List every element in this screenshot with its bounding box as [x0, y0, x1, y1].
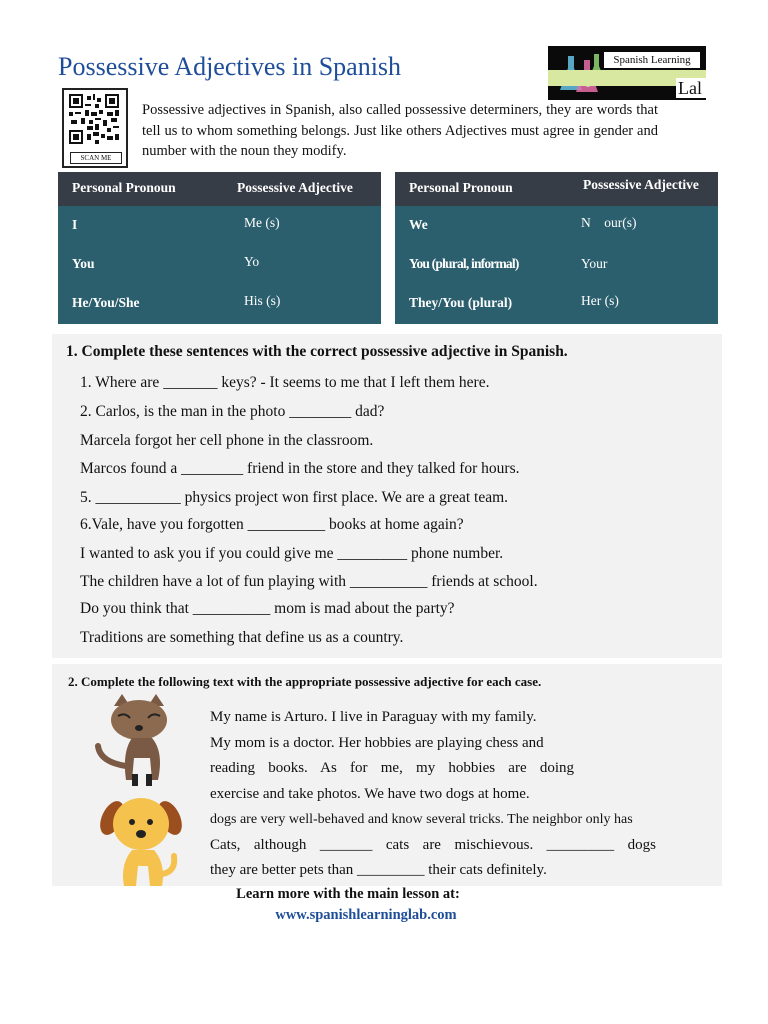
table-cell-adjective: Yo — [244, 254, 260, 269]
exercise-1-sentence: 6.Vale, have you forgotten __________ books at home again? — [80, 516, 464, 533]
exercise-1-sentence: The children have a lot of fun playing with __________ friends at school. — [80, 573, 538, 590]
table-cell-pronoun: You (plural, informal) — [409, 256, 519, 271]
table-cell-pronoun: They/You (plural) — [409, 295, 513, 310]
table-cell-pronoun: You — [72, 256, 95, 271]
pronoun-table-plural — [395, 172, 718, 324]
exercise-2-heading: 2. Complete the following text with the appropriate possessive adjective for each case. — [68, 674, 542, 689]
exercise-1-sentence: Do you think that __________ mom is mad about the party? — [80, 600, 455, 617]
table-cell-pronoun: He/You/She — [72, 295, 140, 310]
table-cell-adjective: Her (s) — [581, 293, 619, 308]
exercise-2-line: Cats, although _______ cats are mischievous. _________ dogs — [210, 836, 656, 853]
qr-code-icon — [69, 94, 119, 144]
exercise-1 — [52, 334, 722, 658]
cat-icon — [92, 692, 188, 788]
intro-paragraph: Possessive adjectives in Spanish, also called possessive determiners, they are words that tell us to whom something belongs. Just like others Adjectives must agree in gender and number with the noun they modify. — [142, 102, 658, 159]
dog-icon — [92, 794, 188, 890]
exercise-2-line: My name is Arturo. I live in Paraguay with my family. — [210, 709, 537, 725]
table-cell-adjective: Your — [581, 256, 608, 271]
table-cell-pronoun: I — [72, 217, 78, 232]
qr-code[interactable] — [62, 88, 128, 168]
qr-scan-label: SCAN ME — [70, 152, 122, 164]
table-cell-adjective: His (s) — [244, 293, 281, 308]
table-cell-adjective: N our(s) — [581, 215, 637, 230]
exercise-2 — [52, 664, 722, 886]
exercise-2-line: dogs are very well-behaved and know several tricks. The neighbor only has — [210, 812, 633, 827]
table-cell-pronoun: We — [409, 217, 428, 232]
exercise-1-sentence: I wanted to ask you if you could give me _________ phone number. — [80, 545, 504, 562]
exercise-1-sentence: Marcela forgot her cell phone in the classroom. — [80, 432, 374, 449]
table-header-pronoun: Personal Pronoun — [409, 180, 513, 195]
table-cell-adjective: Me (s) — [244, 215, 280, 230]
exercise-2-line: My mom is a doctor. Her hobbies are playing chess and — [210, 734, 544, 751]
exercise-2-text — [210, 705, 694, 884]
exercise-1-sentence: 1. Where are _______ keys? - It seems to me that I left them here. — [80, 374, 490, 391]
footer-link[interactable]: www.spanishlearninglab.com — [275, 907, 457, 923]
logo-bottom-text: Lal — [676, 78, 706, 98]
logo — [548, 46, 706, 100]
exercise-1-sentence: Traditions are something that define us as a country. — [80, 629, 404, 646]
table-header-adjective: Possessive Adjective — [237, 180, 353, 195]
exercise-2-line: exercise and take photos. We have two dogs at home. — [210, 785, 530, 802]
exercise-1-sentence: Marcos found a ________ friend in the store and they talked for hours. — [80, 460, 520, 477]
footer-text: Learn more with the main lesson at: — [236, 886, 460, 902]
exercise-1-heading: 1. Complete these sentences with the correct possessive adjective in Spanish. — [66, 343, 568, 360]
page-title: Possessive Adjectives in Spanish — [58, 52, 402, 81]
table-header-adjective: Possessive Adjective — [583, 177, 699, 192]
exercise-1-sentence: 2. Carlos, is the man in the photo ________ dad? — [80, 403, 385, 420]
exercise-2-line: reading books. As for me, my hobbies are doing — [210, 760, 574, 776]
logo-top-text: Spanish Learning — [604, 52, 700, 68]
pronoun-table-singular — [58, 172, 381, 324]
exercise-1-sentence: 5. ___________ physics project won first place. We are a great team. — [80, 489, 509, 506]
exercise-2-line: they are better pets than _________ their cats definitely. — [210, 862, 547, 878]
table-header-pronoun: Personal Pronoun — [72, 180, 176, 195]
